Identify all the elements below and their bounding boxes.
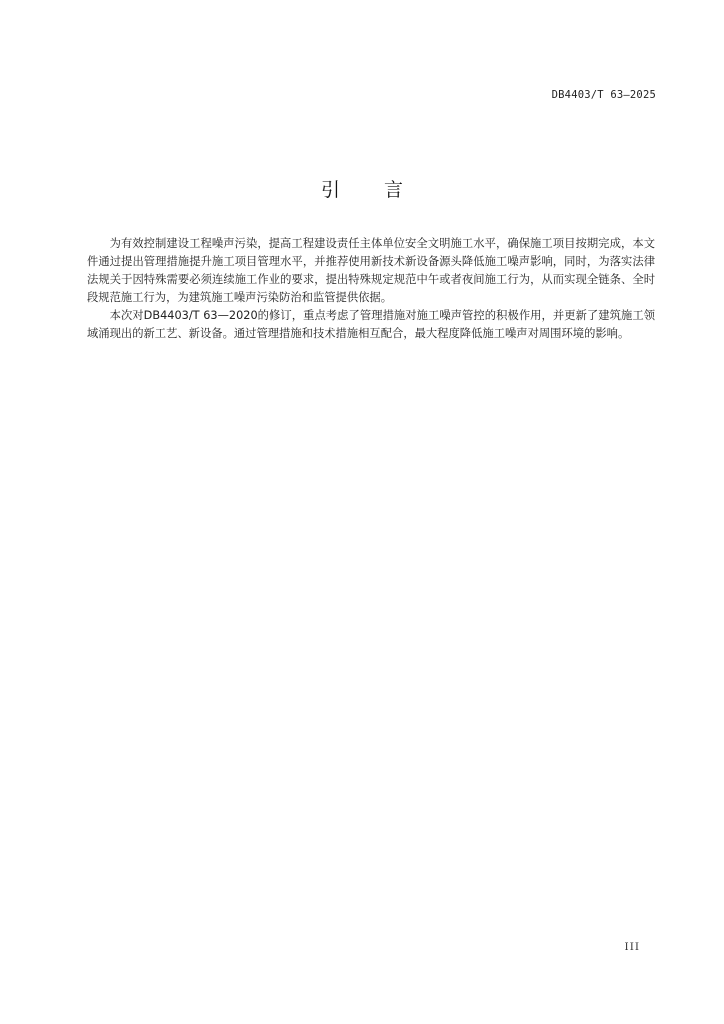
page-number: III [624,941,640,953]
paragraph: 为有效控制建设工程噪声污染，提高工程建设责任主体单位安全文明施工水平，确保施工项目按期完成，本文件通过提出管理措施提升施工项目管理水平，并推荐使用新技术新设备源头降低施工噪声影响，同时，为落实法律法规关于因特殊需要必须连续施工作业的要求，提出特殊规定规范中午或者夜间施工行为，从而实现全链条、全时段规范施工行为，为建筑施工噪声污染防治和监管提供依据。 [87,237,655,304]
document-code: DB4403/T 63—2025 [551,89,656,101]
section-title: 引言 [320,178,447,201]
paragraph: 本次对DB4403/T 63—2020的修订，重点考虑了管理措施对施工噪声管控的积极作用，并更新了建筑施工领域涌现出的新工艺、新设备。通过管理措施和技术措施相互配合，最大程度降低施工噪声对周围环境的影响。 [87,309,655,340]
section-body [87,235,655,343]
